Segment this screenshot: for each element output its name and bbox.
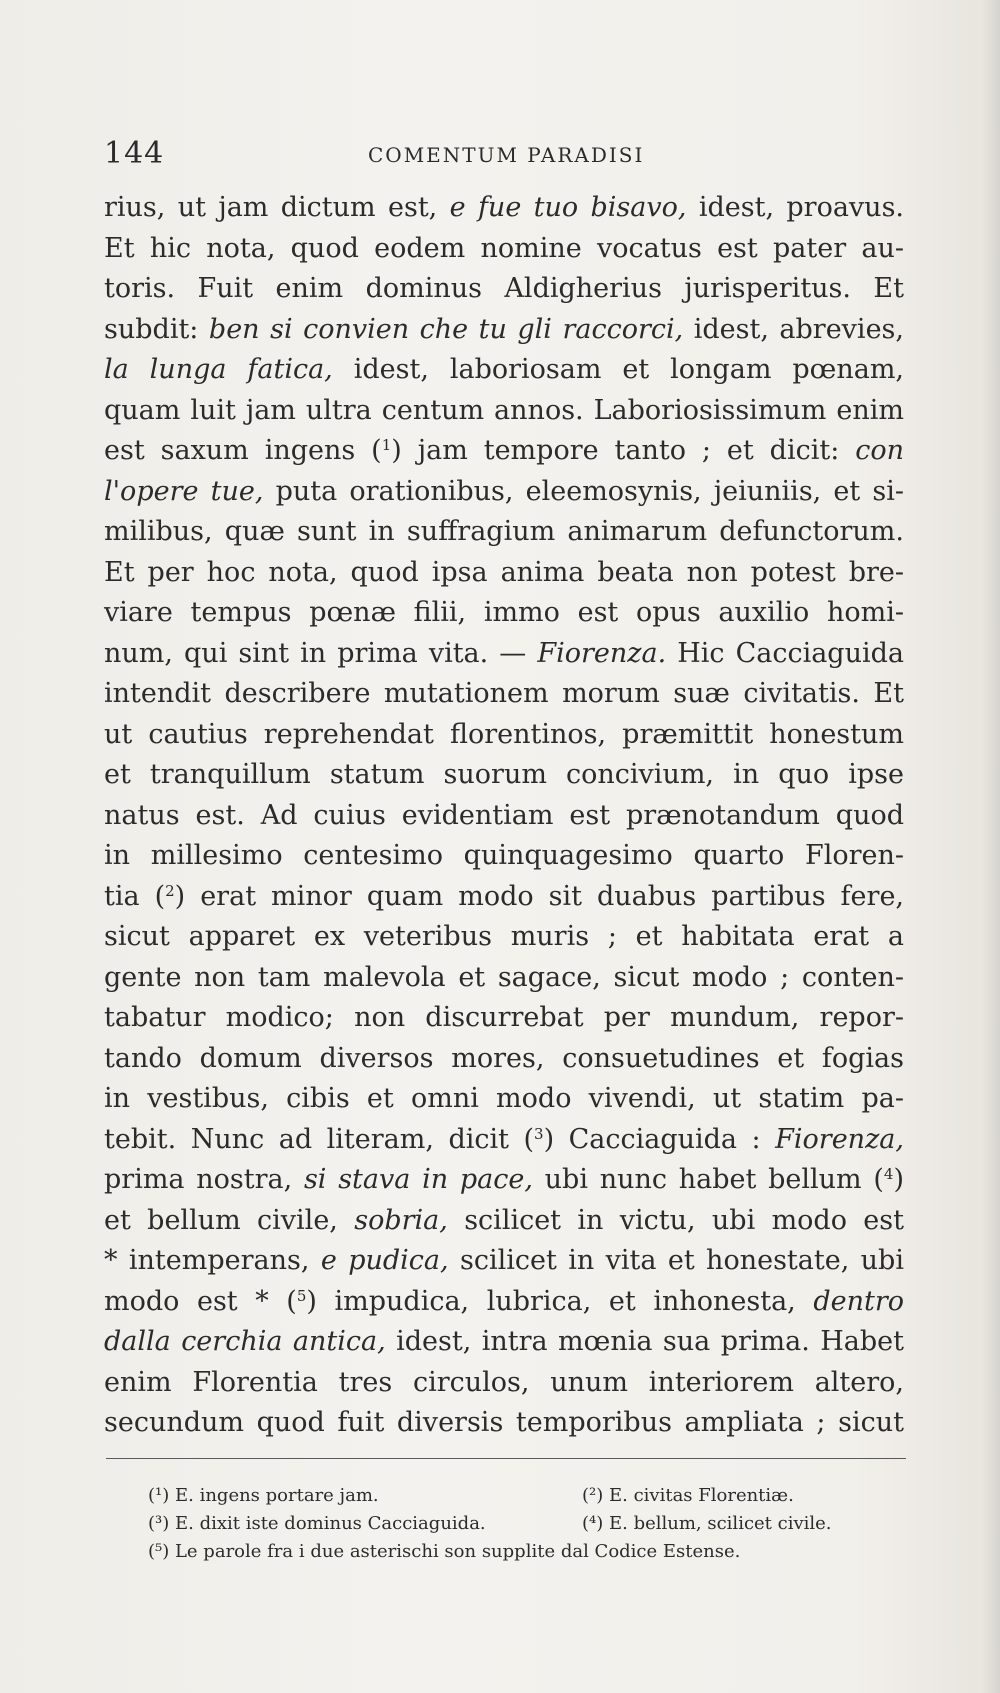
footnotes [148,1482,908,1566]
footnote-3: (³) E. dixit iste dominus Cacciaguida. [148,1513,486,1534]
text-line: quam luit jam ultra centum annos. Laboriosissimum enim [104,394,904,426]
text-line: toris. Fuit enim dominus Aldigherius jurisperitus. Et [104,273,904,304]
text-line: secundum quod fuit diversis temporibus ampliata ; sicut [104,1407,904,1438]
footnote-row [148,1510,908,1538]
running-title: COMENTUM PARADISI [368,143,645,167]
text-line: intendit describere mutationem morum suæ civitatis. Et [104,678,904,709]
text-line: modo est * ($^5$) impudica, lubrica, et inhonesta, dentro [104,1285,904,1317]
text-line: subdit: ben si convien che tu gli raccorci, idest, abrevies, [104,313,904,345]
text-line: enim Florentia tres circulos, unum interiorem altero, [104,1366,904,1398]
footnote-1: (¹) E. ingens portare jam. [148,1485,379,1506]
text-line: et bellum civile, sobria, scilicet in victu, ubi modo est [104,1204,904,1236]
text-line: * intemperans, e pudica, scilicet in vita et honestate, ubi [104,1245,904,1276]
text-line: est saxum ingens ($^1$) jam tempore tanto ; et dicit: con [104,435,905,466]
text-line: gente non tam malevola et sagace, sicut modo ; conten- [104,961,904,993]
text-line: tabatur modico; non discurrebat per mundum, repor- [104,1002,904,1033]
text-line: rius, ut jam dictum est, e fue tuo bisavo, idest, proavus. [104,192,905,223]
text-line: tando domum diversos mores, consuetudines et fogias [104,1042,904,1074]
text-line: num, qui sint in prima vita. — Fiorenza. Hic Cacciaguida [104,637,904,669]
footnote-2: (²) E. civitas Florentiæ. [582,1485,794,1506]
text-line: natus est. Ad cuius evidentiam est prænotandum quod [104,799,904,831]
footnote-5: (⁵) Le parole fra i due asterischi son supplite dal Codice Estense. [148,1541,741,1562]
text-line: milibus, quæ sunt in suffragium animarum defunctorum. [104,516,904,547]
footnote-4: (⁴) E. bellum, scilicet civile. [582,1513,832,1534]
running-head [104,136,904,176]
page-number: 144 [104,136,165,171]
footnote-row [148,1538,908,1566]
text-line: et tranquillum statum suorum concivium, in quo ipse [104,759,904,790]
text-line: in vestibus, cibis et omni modo vivendi, ut statim pa- [104,1083,904,1114]
text-line: in millesimo centesimo quinquagesimo quarto Floren- [104,840,904,871]
text-line: prima nostra, si stava in pace, ubi nunc habet bellum ($^4$) [104,1164,904,1195]
text-line: tebit. Nunc ad literam, dicit ($^3$) Cacciaguida : Fiorenza, [104,1123,904,1155]
footnote-rule [106,1458,906,1459]
footnote-row [148,1482,908,1510]
text-line: Et hic nota, quod eodem nomine vocatus est pater au- [104,232,904,264]
page-edge-shadow [982,0,1000,1693]
text-line: Et per hoc nota, quod ipsa anima beata non potest bre- [104,556,904,588]
text-line: la lunga fatica, idest, laboriosam et longam pœnam, [104,354,905,385]
text-line: l'opere tue, puta orationibus, eleemosynis, jeiuniis, et si- [104,475,905,507]
text-line: sicut apparet ex veteribus muris ; et habitata erat a [104,921,904,952]
text-line: tia ($^2$) erat minor quam modo sit duabus partibus fere, [104,880,904,912]
body-text [104,188,904,1444]
text-line: ut cautius reprehendat florentinos, præmittit honestum [104,718,904,750]
text-line: viare tempus pœnæ filii, immo est opus auxilio homi- [104,597,904,628]
text-line: dalla cerchia antica, idest, intra mœnia sua prima. Habet [104,1326,904,1357]
